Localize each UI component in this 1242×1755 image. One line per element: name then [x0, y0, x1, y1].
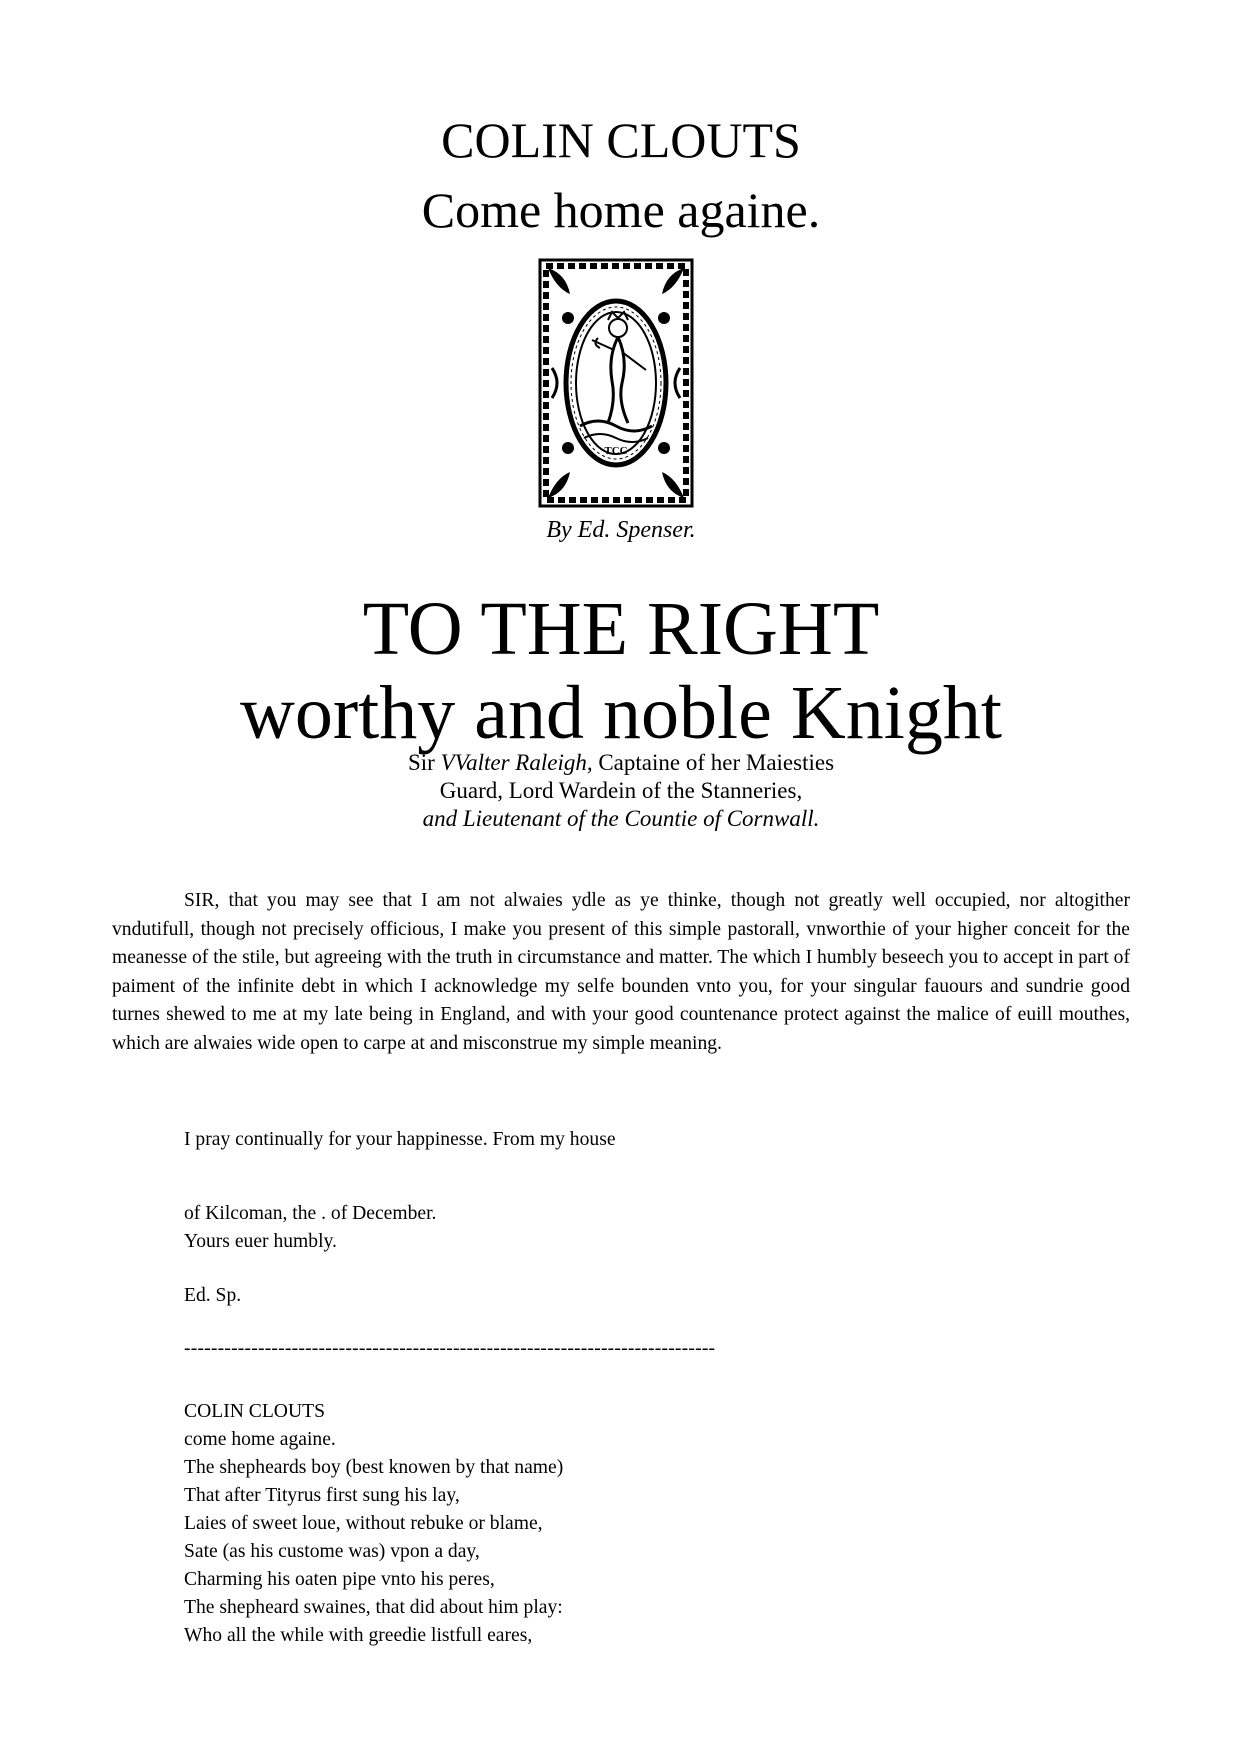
closing-line: Yours euer humbly.	[184, 1231, 337, 1252]
title-line-2: Come home againe.	[421, 182, 821, 238]
section-separator: -------------------------------------------------------------------------------	[184, 1338, 716, 1359]
signature-line: Ed. Sp.	[184, 1285, 242, 1306]
poem-line: Who all the while with greedie listfull eares,	[184, 1625, 533, 1646]
letter-place-date-block	[184, 1200, 436, 1256]
printers-device-emblem-icon	[538, 258, 694, 508]
dedication-heading-line-1: TO THE RIGHT	[362, 587, 880, 671]
letter-body-paragraph: SIR, that you may see that I am not alwaies ydle as ye thinke, though not greatly well occupied, nor altogither vndutifull, though not precisely officious, I make you present of this simple pastorall, vnworthie of your higher conceit for the meanesse of the stile, but agreeing with the truth in circumstance and matter. The which I humbly beseech you to accept in part of paiment of the infinite debt in which I acknowledge my selfe bounden vnto you, for your singular fauours and sundrie good turnes shewed to me at my late being in England, and with your good countenance protect against the malice of euill mouthes, which are alwaies wide open to carpe at and misconstrue my simple meaning.	[112, 890, 1130, 1054]
poem-line: Charming his oaten pipe vnto his peres,	[184, 1569, 495, 1590]
letter-signature-block	[184, 1282, 241, 1310]
poem-title-line-1: COLIN CLOUTS	[184, 1401, 325, 1422]
author-byline: By Ed. Spenser.	[546, 517, 696, 543]
poem-line: That after Tityrus first sung his lay,	[184, 1485, 460, 1506]
dedication-addressee	[0, 749, 1242, 833]
poem-block	[184, 1398, 563, 1650]
addressee-name: VValter Raleigh,	[440, 750, 593, 775]
poem-title-line-2: come home againe.	[184, 1429, 336, 1450]
poem-line: The shepheards boy (best knowen by that name)	[184, 1457, 564, 1478]
title-line-1: COLIN CLOUTS	[441, 112, 801, 168]
prayer-line: I pray continually for your happinesse. From my house	[184, 1129, 616, 1150]
addressee-line-3	[0, 805, 1242, 833]
emblem-motto: TCC	[604, 445, 628, 457]
addressee-office-1: Captaine of her Maiesties	[592, 750, 835, 775]
place-date-line: of Kilcoman, the . of December.	[184, 1203, 437, 1224]
poem-line: Sate (as his custome was) vpon a day,	[184, 1541, 480, 1562]
poem-line: The shepheard swaines, that did about him play:	[184, 1597, 563, 1618]
addressee-line-2: Guard, Lord Wardein of the Stanneries,	[439, 778, 803, 803]
addressee-title: Sir	[407, 750, 441, 775]
addressee-office-3: and Lieutenant of the Countie of Cornwall.	[422, 806, 820, 831]
addressee-line-1	[0, 749, 1242, 777]
letter-prayer	[184, 1126, 616, 1154]
poem-line: Laies of sweet loue, without rebuke or blame,	[184, 1513, 543, 1534]
dedication-heading-line-2: worthy and noble Knight	[239, 671, 1002, 755]
